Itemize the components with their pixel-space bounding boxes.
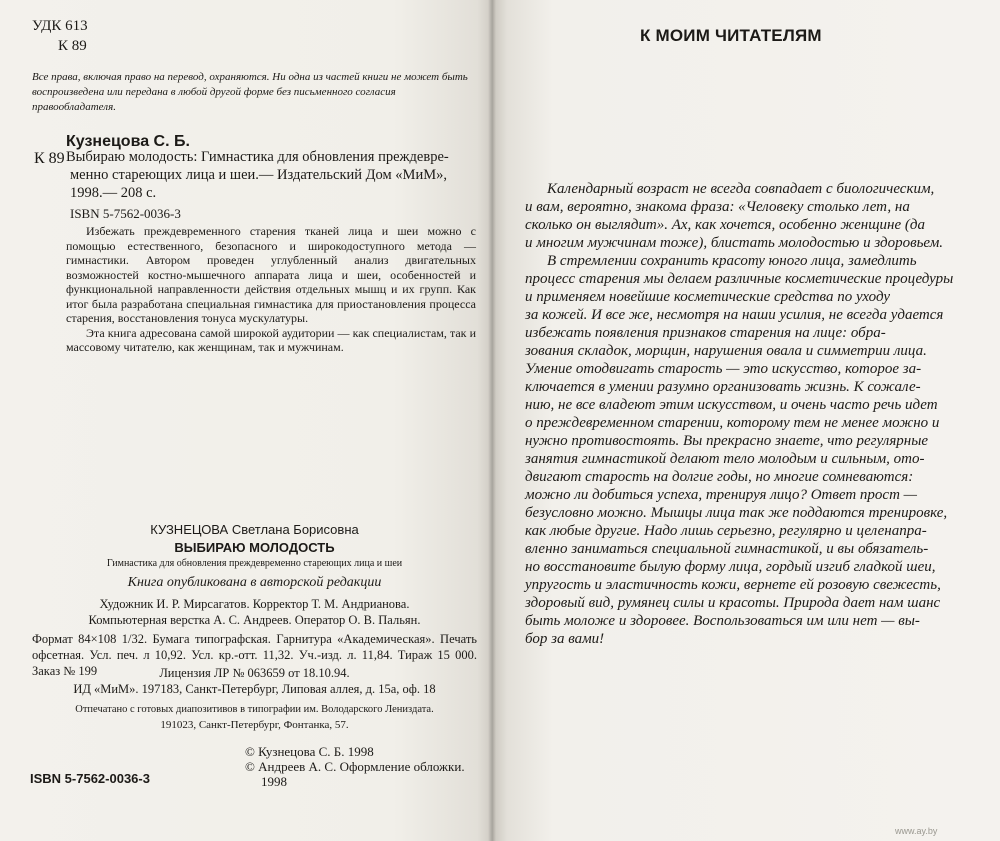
imprint-author: КУЗНЕЦОВА Светлана Борисовна xyxy=(150,522,359,537)
copyright-line: © Кузнецова С. Б. 1998 xyxy=(245,744,374,759)
text-line: Умение отодвигать старость — это искусство, которое за- xyxy=(525,361,922,377)
imprint-title: ВЫБИРАЮ МОЛОДОСТЬ xyxy=(174,540,335,555)
text-line: можно ли добиться успеха, тренируя лицо? Ответ прост — xyxy=(525,487,917,503)
text-line: В стремлении сохранить красоту юного лица, замедлить xyxy=(547,253,917,269)
annotation-paragraph: Эта книга адресована самой широкой аудитории — как специалистам, так и массовому читателю, как женщинам, так и мужчинам. xyxy=(66,325,476,354)
text-line: занятия гимнастикой делают тело молодым и сильным, ото- xyxy=(525,451,925,467)
text-line: здоровый вид, румянец силы и красоты. Природа дает нам шанс xyxy=(525,595,941,611)
bibliographic-entry xyxy=(66,148,476,202)
publisher-line: ИД «МиМ». 197183, Санкт-Петербург, Липовая аллея, д. 15а, оф. 18 xyxy=(73,682,436,696)
text-line: вленно заниматься специальной гимнастикой, и вы обязатель- xyxy=(525,541,929,557)
text-line: зования складок, морщин, нарушения овала и симметрии лица. xyxy=(525,343,927,359)
text-line: бор за вами! xyxy=(525,631,605,647)
rights-notice: Все права, включая право на перевод, охраняются. Ни одна из частей книги не может быть воспроизведена или передана в любой другой форме без письменного согласия правообладателя. xyxy=(32,71,468,113)
text-line: упругость и эластичность кожи, вернете ей розовую свежесть, xyxy=(525,577,941,593)
edition-note: Книга опубликована в авторской редакции xyxy=(127,575,382,590)
imprint-subtitle: Гимнастика для обновления преждевременно стареющих лица и шеи xyxy=(106,558,403,569)
annotation-paragraph: Избежать преждевременного старения тканей лица и шеи можно с помощью естественного, безопасного и широкодоступного метода — гимнастики. Автором проведен углубленный анализ двигательных возможностей костно-мышечного аппарата лица и шеи, особенностей и функциональной направленности действия отдельных мышц и их групп. Как итог была разработана специальная гимнастика для приостановления процесса старения, восстановления тонуса мускулатуры. xyxy=(66,224,476,325)
text-line: процесс старения мы делаем различные косметические процедуры xyxy=(525,271,954,287)
text-line: и многим мужчинам тоже), блистать молодостью и здоровьем. xyxy=(525,235,944,251)
text-line: за кожей. И все же, несмотря на наши усилия, не всегда удается xyxy=(525,307,944,323)
text-line: быть моложе и здоровее. Воспользоваться им или нет — вы- xyxy=(525,613,920,629)
text-line: и вам, вероятно, знакома фраза: «Человеку столько лет, на xyxy=(525,199,910,215)
printer-line: Отпечатано с готовых диапозитивов в типографии им. Володарского Лениздата. xyxy=(75,704,434,715)
text-line: нию, не все владеют этим искусством, и очень часто речь идет xyxy=(525,397,938,413)
layout-line: Компьютерная верстка А. С. Андреев. Оператор О. В. Пальян. xyxy=(88,613,421,627)
copyright-line: 1998 xyxy=(261,774,287,789)
book-gutter xyxy=(488,0,496,841)
license-line: Лицензия ЛР № 063659 от 18.10.94. xyxy=(159,666,350,680)
text-line: ключается в умении разумно организовать жизнь. К сожале- xyxy=(525,379,921,395)
text-line: о преждевременном старении, которому тем не менее можно и xyxy=(525,415,940,431)
bbk-code: К 89 xyxy=(58,38,87,54)
text-line: но восстановите былую форму лица, гордый изгиб гладкой шеи, xyxy=(525,559,936,575)
author-name: Кузнецова С. Б. xyxy=(66,133,190,150)
text-line: и применяем новейшие косметические средства по уходу xyxy=(525,289,891,305)
text-line: сколько он выглядит». Ах, как хочется, особенно женщине (да xyxy=(525,217,925,233)
bib-line: 1998.— 208 с. xyxy=(70,185,157,201)
copyright-line: © Андреев А. С. Оформление обложки. xyxy=(245,759,465,774)
udc-block xyxy=(32,16,88,56)
left-page xyxy=(0,0,492,841)
text-line: избежать появления признаков старения на лице: обра- xyxy=(525,325,886,341)
bib-line: менно стареющих лица и шеи.— Издательский Дом «МиМ», xyxy=(70,167,447,183)
annotation xyxy=(66,224,476,355)
text-line: безусловно можно. Мышцы лица так же поддаются тренировке, xyxy=(525,505,948,521)
isbn-bottom: ISBN 5-7562-0036-3 xyxy=(30,771,150,786)
text-line: нужно противостоять. Вы прекрасно знаете, что регулярные xyxy=(525,433,929,449)
udc-code: УДК 613 xyxy=(32,18,88,34)
preface-text xyxy=(525,180,973,648)
page-heading: К МОИМ ЧИТАТЕЛЯМ xyxy=(640,26,822,45)
text-line: Календарный возраст не всегда совпадает с биологическим, xyxy=(547,181,935,197)
watermark: www.ay.by xyxy=(895,826,938,836)
catalog-code: К 89 xyxy=(34,150,65,167)
isbn-top: ISBN 5-7562-0036-3 xyxy=(70,206,181,221)
artist-line: Художник И. Р. Мирсагатов. Корректор Т. М. Андрианова. xyxy=(99,597,410,611)
printer-address: 191023, Санкт-Петербург, Фонтанка, 57. xyxy=(160,719,349,731)
format-text: Формат 84×108 1/32. Бумага типографская. Гарнитура «Академическая». Печать офсетная. Усл. печ. л 10,92. Усл. кр.-отт. 11,32. Уч.-изд. л. 11,84. Тираж 15 000. Заказ № 199 xyxy=(32,632,477,678)
bib-line: Выбираю молодость: Гимнастика для обновления преждевре- xyxy=(66,149,449,165)
copyright-block xyxy=(245,744,480,789)
text-line: двигают старость на долгие годы, но многие сомневаются: xyxy=(525,469,914,485)
text-line: как любые другие. Надо лишь серьезно, регулярно и целенапра- xyxy=(525,523,927,539)
